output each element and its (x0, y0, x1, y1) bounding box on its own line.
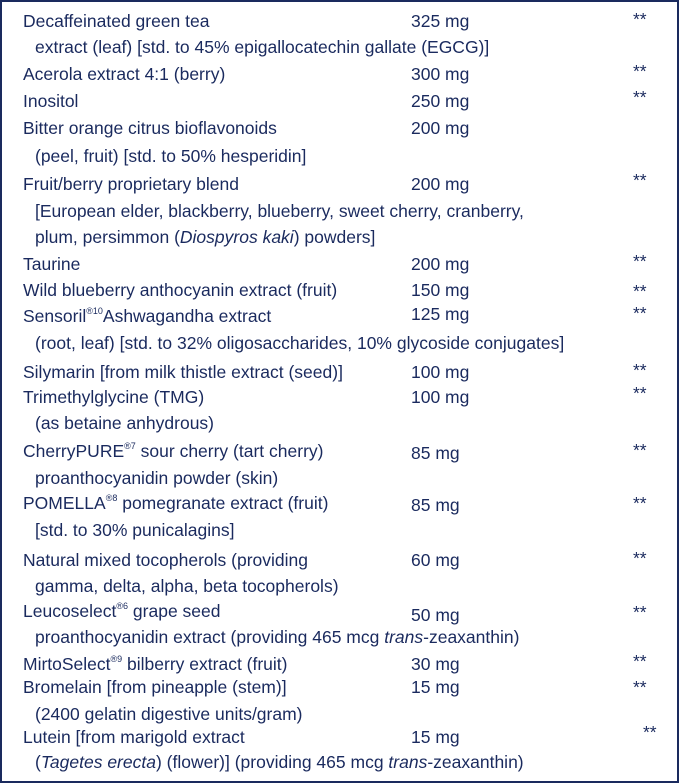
ingredient-name: Fruit/berry proprietary blend (23, 174, 239, 194)
ingredient-detail: extract (leaf) [std. to 45% epigallocatechin gallate (EGCG)] (35, 37, 490, 57)
ingredient-amount: 300 mg (411, 64, 470, 84)
daily-value-mark: ** (633, 251, 647, 271)
daily-value-mark: ** (633, 281, 647, 301)
daily-value-mark: ** (633, 383, 647, 403)
italic-prefix: trans (384, 627, 424, 647)
ingredient-name: Decaffeinated green tea (23, 11, 210, 31)
daily-value-mark: ** (633, 87, 647, 107)
ingredient-amount: 150 mg (411, 280, 470, 300)
daily-value-mark: ** (633, 548, 647, 568)
ingredient-name: Inositol (23, 91, 79, 111)
daily-value-mark: ** (633, 493, 647, 513)
daily-value-mark: ** (633, 303, 647, 323)
ingredient-name: Sensoril$^{®10}$Ashwagandha extract (23, 306, 272, 326)
ingredient-amount: 200 mg (411, 118, 470, 138)
ingredient-detail: [std. to 30% punicalagins] (35, 520, 235, 540)
daily-value-mark: ** (633, 9, 647, 29)
ingredient-amount: 85 mg (411, 495, 460, 515)
ingredient-amount: 15 mg (411, 727, 460, 747)
ingredient-name: Wild blueberry anthocyanin extract (fruit) (23, 280, 338, 300)
ingredient-amount: 60 mg (411, 550, 460, 570)
ingredient-detail: (2400 gelatin digestive units/gram) (35, 704, 303, 724)
ingredient-name: $POMELLA^{®8}$ pomegranate extract (fruit) (23, 493, 329, 513)
daily-value-mark: ** (633, 440, 647, 460)
italic-species: Tagetes erecta (40, 752, 156, 772)
ingredient-name: Silymarin [from milk thistle extract (seed)] (23, 362, 343, 382)
daily-value-mark: ** (633, 170, 647, 190)
ingredient-amount: 250 mg (411, 91, 470, 111)
italic-species: Diospyros kaki (179, 227, 294, 247)
ingredient-name: Trimethylglycine (TMG) (23, 387, 205, 407)
daily-value-mark: ** (633, 61, 647, 81)
ingredient-name: Taurine (23, 254, 81, 274)
ingredient-detail: [European elder, blackberry, blueberry, sweet cherry, cranberry, (35, 201, 524, 221)
ingredient-detail: gamma, delta, alpha, beta tocopherols) (35, 576, 339, 596)
daily-value-mark: ** (633, 677, 647, 697)
ingredient-name: Bitter orange citrus bioflavonoids (23, 118, 277, 138)
ingredient-name: Bromelain [from pineapple (stem)] (23, 677, 287, 697)
ingredient-amount: 50 mg (411, 605, 460, 625)
ingredient-amount: 100 mg (411, 387, 470, 407)
ingredient-detail: (Tagetes erecta) (flower)] (providing 465 mcg trans-zeaxanthin) (35, 752, 524, 772)
daily-value-mark: ** (633, 651, 647, 671)
ingredient-detail: plum, persimmon (Diospyros kaki) powders] (35, 227, 376, 247)
ingredient-name: CherryPURE$^{®7}$ sour cherry (tart cherry) (23, 441, 324, 461)
ingredient-detail: (as betaine anhydrous) (35, 413, 214, 433)
ingredient-amount: 100 mg (411, 362, 470, 382)
daily-value-mark: ** (643, 722, 657, 742)
ingredient-name: Lutein [from marigold extract (23, 727, 245, 747)
ingredient-name: Leucoselect$^{®6}$ grape seed (23, 601, 221, 621)
ingredient-detail: (root, leaf) [std. to 32% oligosaccharides, 10% glycoside conjugates] (35, 333, 565, 353)
ingredient-amount: 200 mg (411, 174, 470, 194)
ingredient-amount: 325 mg (411, 11, 470, 31)
italic-prefix: trans (388, 752, 428, 772)
ingredient-name: Natural mixed tocopherols (providing (23, 550, 308, 570)
daily-value-mark: ** (633, 602, 647, 622)
ingredient-amount: 15 mg (411, 677, 460, 697)
ingredient-amount: 85 mg (411, 443, 460, 463)
ingredient-amount: 125 mg (411, 304, 470, 324)
ingredient-detail: (peel, fruit) [std. to 50% hesperidin] (35, 146, 307, 166)
ingredient-amount: 200 mg (411, 254, 470, 274)
ingredient-name: Acerola extract 4:1 (berry) (23, 64, 226, 84)
ingredient-detail: proanthocyanidin extract (providing 465 mcg trans-zeaxanthin) (35, 627, 520, 647)
daily-value-mark: ** (633, 360, 647, 380)
ingredient-detail: proanthocyanidin powder (skin) (35, 468, 279, 488)
ingredient-name: MirtoSelect$^{®9}$ bilberry extract (fruit) (23, 654, 288, 674)
ingredient-amount: 30 mg (411, 654, 460, 674)
